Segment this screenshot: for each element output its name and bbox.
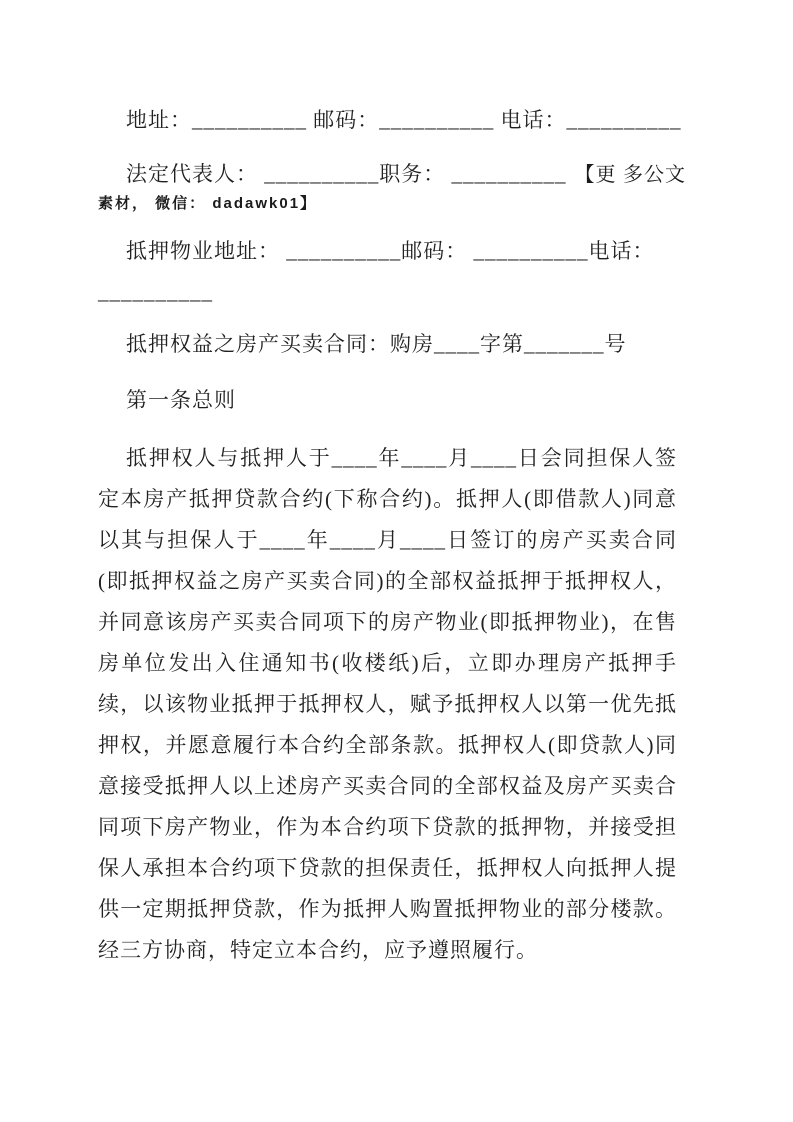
promo-watermark-inline: 【更 多公文 bbox=[574, 164, 687, 186]
clause-1-paragraph: 抵押权人与抵押人于____年____月____日会同担保人签定本房产抵押贷款合约(下称合约)。抵押人(即借款人)同意以其与担保人于____年____月____日签订的房产买卖合同(即抵押权益之房产买卖合同)的全部权益抵押于抵押权人，并同意该房产买卖合同项下的房产物业(即抵押物业)，在售房单位发出入住通知书(收楼纸)后，立即办理房产抵押手续，以该物业抵押于抵押权人，赋予抵押权人以第一优先抵押权，并愿意履行本合约全部条款。抵押权人(即贷款人)同意接受抵押人以上述房产买卖合同的全部权益及房产买卖合同项下房产物业，作为本合约项下贷款的抵押物，并接受担保人承担本合约项下贷款的担保责任，抵押权人向抵押人提供一定期抵押贷款，作为抵押人购置抵押物业的部分楼款。经三方协商，特定立本合约，应予遵照履行。 bbox=[98, 446, 677, 962]
mortgage-property-address-continuation: __________ bbox=[98, 280, 213, 304]
section-1-heading: 第一条总则 bbox=[126, 388, 236, 412]
promo-watermark-wrap: 素材， 微信： dadawk01】 bbox=[98, 195, 318, 212]
legal-rep-line bbox=[98, 157, 687, 192]
sale-contract-number-line: 抵押权益之房产买卖合同：购房____字第_______号 bbox=[126, 332, 627, 356]
address-fields-line: 地址：__________ 邮码：__________ 电话：__________ bbox=[126, 108, 682, 132]
legal-rep-text: 法定代表人： __________职务： __________ bbox=[126, 162, 567, 186]
mortgage-property-address-line: 抵押物业地址： __________邮码： __________电话： bbox=[126, 239, 655, 263]
